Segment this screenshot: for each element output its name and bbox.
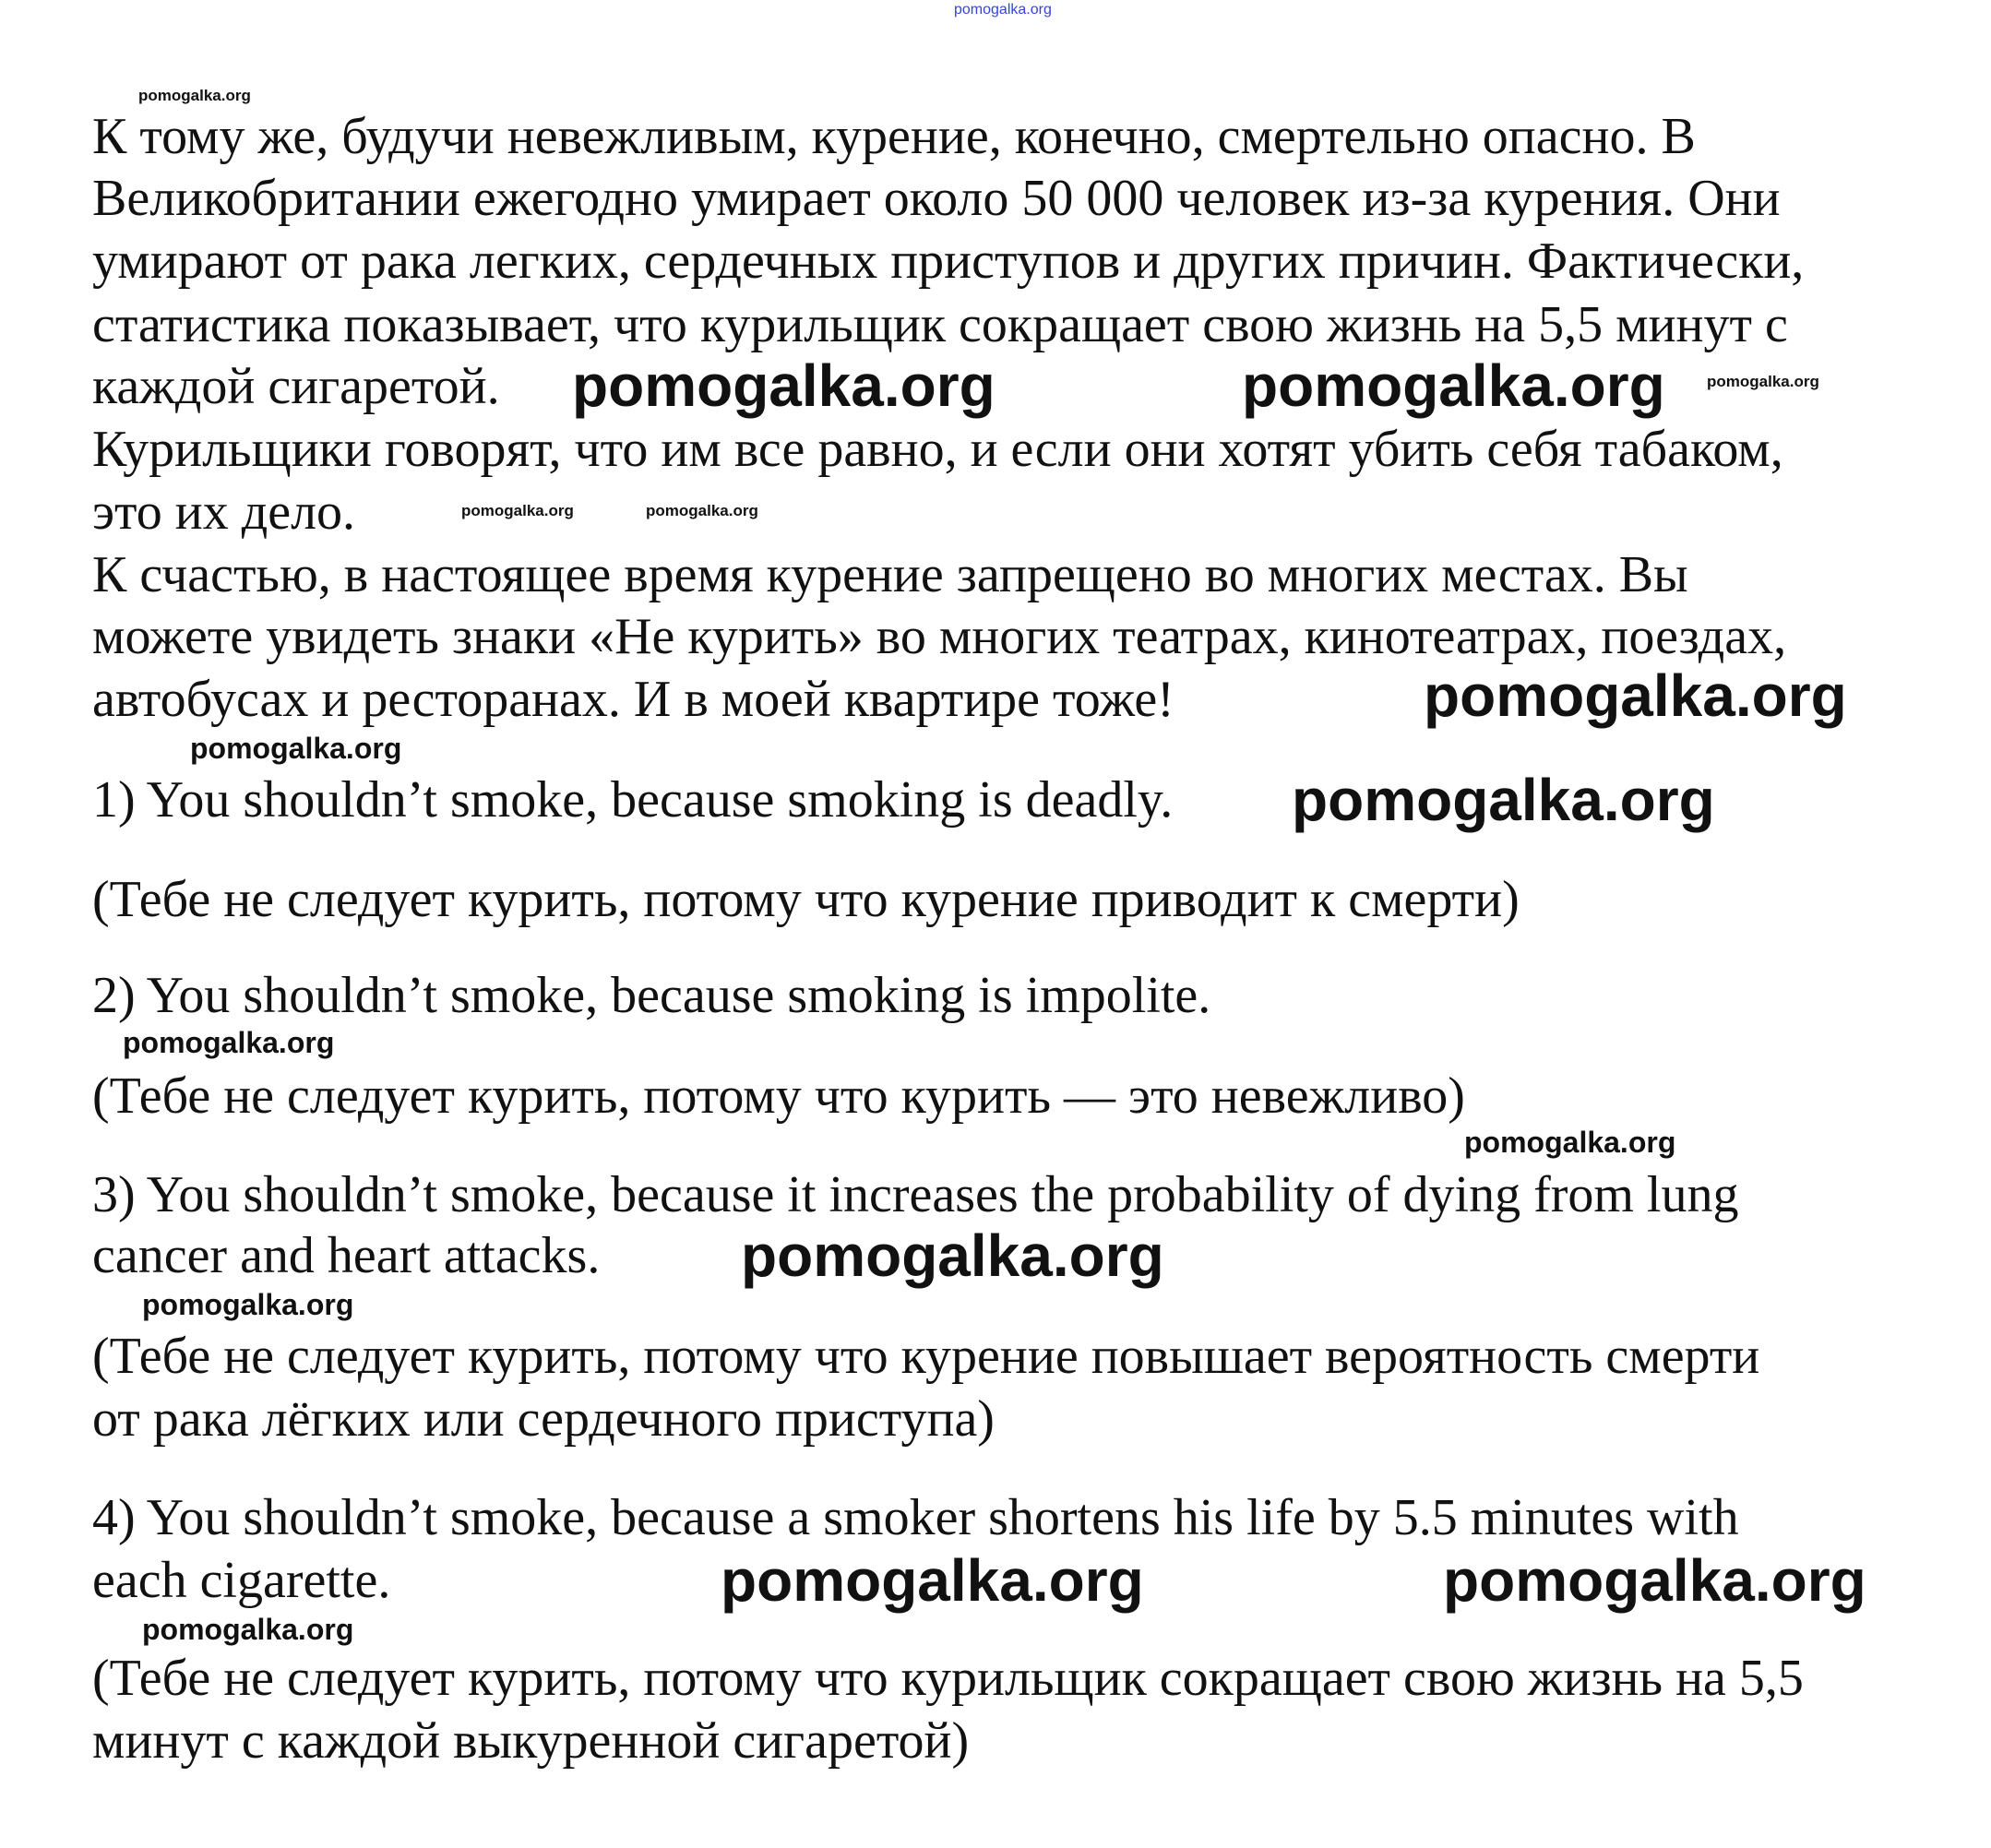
- text-line: это их дело.: [92, 483, 356, 541]
- text-line: умирают от рака легких, сердечных приступов и других причин. Фактически,: [92, 232, 1805, 290]
- text-line: автобусах и ресторанах. И в моей квартире тоже!: [92, 671, 1174, 728]
- watermark: pomogalka.org: [1443, 1547, 1866, 1614]
- text-line: можете увидеть знаки «Не курить» во многих театрах, кинотеатрах, поездах,: [92, 608, 1787, 665]
- text-line: 3) You shouldn’t smoke, because it increases the probability of dying from lung: [92, 1166, 1739, 1223]
- watermark: pomogalka.org: [741, 1222, 1164, 1289]
- text-line: 2) You shouldn’t smoke, because smoking is impolite.: [92, 967, 1211, 1024]
- watermark: pomogalka.org: [1242, 352, 1665, 419]
- watermark: pomogalka.org: [142, 1288, 354, 1321]
- watermark: pomogalka.org: [721, 1547, 1144, 1614]
- watermark: pomogalka.org: [572, 352, 996, 419]
- watermark: pomogalka.org: [461, 502, 574, 519]
- text-line: минут с каждой выкуренной сигаретой): [92, 1712, 970, 1770]
- text-line: К тому же, будучи невежливым, курение, конечно, смертельно опасно. В: [92, 108, 1696, 165]
- text-line: each cigarette.: [92, 1552, 391, 1609]
- watermark: pomogalka.org: [646, 502, 758, 519]
- watermark: pomogalka.org: [1464, 1126, 1676, 1159]
- watermark: pomogalka.org: [1424, 662, 1847, 729]
- watermark: pomogalka.org: [1707, 373, 1819, 390]
- watermark: pomogalka.org: [138, 87, 251, 104]
- text-line: статистика показывает, что курильщик сокращает свою жизнь на 5,5 минут с: [92, 296, 1788, 353]
- watermark: pomogalka.org: [190, 732, 402, 765]
- text-line: от рака лёгких или сердечного приступа): [92, 1390, 995, 1448]
- text-line: (Тебе не следует курить, потому что курение приводит к смерти): [92, 871, 1520, 928]
- watermark: pomogalka.org: [1292, 767, 1715, 833]
- text-line: 1) You shouldn’t smoke, because smoking is deadly.: [92, 771, 1174, 829]
- text-line: Курильщики говорят, что им все равно, и если они хотят убить себя табаком,: [92, 421, 1783, 478]
- watermark: pomogalka.org: [123, 1026, 335, 1059]
- text-line: cancer and heart attacks.: [92, 1227, 601, 1284]
- text-line: (Тебе не следует курить, потому что курильщик сокращает свою жизнь на 5,5: [92, 1650, 1804, 1707]
- watermark: pomogalka.org: [142, 1613, 354, 1646]
- text-line: (Тебе не следует курить, потому что курение повышает вероятность смерти: [92, 1328, 1760, 1385]
- text-line: (Тебе не следует курить, потому что курить — это невежливо): [92, 1067, 1465, 1125]
- watermark: pomogalka.org: [954, 2, 1052, 18]
- text-line: каждой сигаретой.: [92, 358, 500, 415]
- text-line: 4) You shouldn’t smoke, because a smoker shortens his life by 5.5 minutes with: [92, 1489, 1739, 1546]
- text-line: Великобритании ежегодно умирает около 50 000 человек из-за курения. Они: [92, 170, 1781, 227]
- text-line: К счастью, в настоящее время курение запрещено во многих местах. Вы: [92, 546, 1688, 603]
